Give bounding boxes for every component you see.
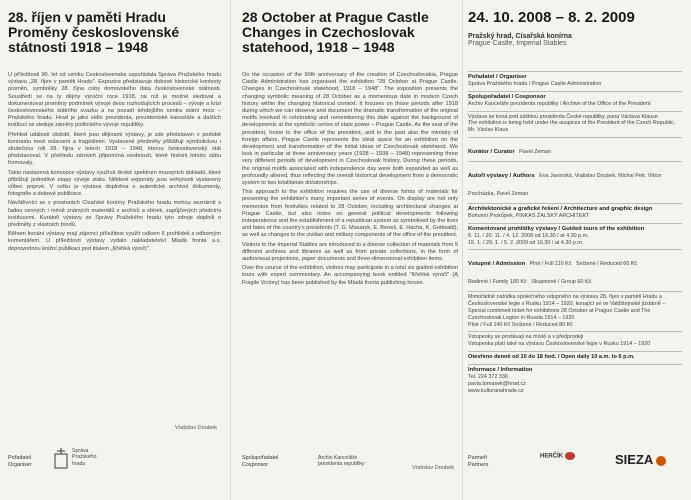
english-paragraph: Over the course of the exhibition, visitors may participate in a total six guided exhibition tours with expert commentary. An accompanying book entitled "Křehká výročí" (A Fragile Victory) has been published by the Mladá fronta publishing house. bbox=[242, 265, 458, 286]
organiser-footer-label: Pořadatel Organiser bbox=[8, 455, 32, 468]
hercik-mark-icon bbox=[565, 452, 575, 460]
organiser-heading: Pořadatel / Organiser bbox=[468, 74, 527, 80]
admission-family: Rodinné / Family 180 Kč bbox=[468, 279, 527, 286]
venue-cz: Pražský hrad, Císařská konírna bbox=[468, 33, 572, 40]
reservation-text: Vstupenky se prodávají na místě a v předprodeji bbox=[468, 334, 584, 341]
czech-body bbox=[8, 72, 221, 392]
combined-ticket-block bbox=[468, 291, 682, 328]
curator-heading: Kurátor / Curator bbox=[468, 148, 515, 155]
czech-column bbox=[8, 9, 221, 431]
ticket-note: Vstupenka platí také na výstavu Československé legie v Rusku 1914 – 1920 bbox=[468, 341, 651, 348]
info-phone: Tel. 224 372 336 bbox=[468, 373, 508, 380]
english-paragraph: Visitors to the Imperial Stables are introduced to a diverse collection of materials from 5 different archives and libraries as well as from private collections, in the form of audiovisual projections, paper documents and three-dimensional exhibition items. bbox=[242, 241, 458, 263]
information-block bbox=[468, 364, 682, 394]
information-heading: Informace / Information bbox=[468, 366, 533, 373]
czech-title: 28. říjen v paměti Hradu Proměny československé státnosti 1918 – 1948 bbox=[8, 9, 180, 55]
admission-group: Skupinové / Group 60 Kč bbox=[531, 279, 592, 286]
info-column bbox=[468, 9, 682, 394]
exhibition-dates: 24. 10. 2008 – 8. 2. 2009 bbox=[468, 9, 635, 26]
partners-footer-label: Partneři Partners bbox=[468, 455, 489, 468]
czech-paragraph: Návštěvníci se v prostorách Císařské konírny Pražského hradu mohou seznámit s řadou cenných i méně známých materiálů z archivů a sbírek, zapůjčených předními institucemi. Kurátoři výstavy ze Správy Pražského hradu tyto zdroje doplnili o předměty z vlastních fondů. bbox=[8, 200, 221, 229]
curator-block bbox=[468, 137, 682, 158]
hours-block bbox=[468, 351, 682, 361]
sieza-mark-icon bbox=[656, 456, 666, 466]
patronage-en: The exhibition is being held under the auspices of the President of the Czech Republic, Mr. Václav Klaus bbox=[468, 120, 676, 134]
admission-block bbox=[468, 249, 682, 288]
cosponsor-text: Archiv Kanceláře prezidenta republiky / Archive of the Office of the President bbox=[468, 100, 651, 107]
cosponsor-logo-text: Archiv Kanceláře prezidenta republiky bbox=[318, 455, 365, 468]
patronage-cz: Výstava se koná pod záštitou prezidenta České republiky, pana Václava Klause bbox=[468, 113, 658, 120]
authors-text: Eva Javorská, Vratislav Doubek, Michal Petr, Viktor Procházka, Pavel Zeman bbox=[468, 172, 662, 197]
sieza-logo bbox=[615, 452, 666, 467]
architecture-text: Bohumír Prokůpek, PINKAS ŽALSKÝ ARCHITEKT bbox=[468, 212, 590, 219]
tickets-block bbox=[468, 331, 682, 348]
czech-paragraph: U příležitosti 90. let od vzniku Československa uspořádala Správa Pražského hradu výstavu „28. říjen v paměti Hradu". Expozice představuje dobové historické kontexty proměn, symboliky 28. října coby domovského data československé státnosti. Soustředí se na ty dějiny výroční roce 1918, na níž je možné sledovat a dokumentovat proměny podmínek vývoje dvou rozhodujících procesů – vývoje a krizi československého státního svazku a na pozadí tehdejšího centra státní moci – Pražského hradu. Hrad je jako sídlo prezidenta, prezidentské kanceláře a dalších institucí se sleduje záměry politického vývoje republiky. bbox=[8, 72, 221, 129]
authors-block bbox=[468, 161, 682, 200]
tours-line: 6. 11. / 20. 11. / 4. 12. 2008 od 16.30 / at 4.30 p.m. bbox=[468, 232, 589, 239]
english-signature: Vratislav Doubek bbox=[411, 465, 454, 471]
curator-name: Pavel Zeman bbox=[519, 148, 551, 155]
architecture-heading: Architektonické a grafické řešení / Architecture and graphic design bbox=[468, 205, 653, 212]
prague-castle-logo bbox=[54, 448, 68, 475]
combined-ticket-text: Mimořádně nabídka společného vstupného na výstavu 28. říjen v paměti Hradu a Československé legie v Rusku 1914 – 1920, konající se ve Valdštejnské jízdárně – Special combined ticket for exhibitions 28 October at Prague Castle and The Czechoslovak Legion in Russia 1914 – 1920 bbox=[468, 294, 666, 321]
castle-emblem-icon bbox=[54, 448, 68, 470]
tours-block bbox=[468, 223, 682, 247]
fold-line bbox=[230, 0, 231, 500]
info-list bbox=[468, 68, 682, 428]
venue-en: Prague Castle, Imperial Stables bbox=[468, 40, 567, 47]
organiser-logo-text: Správa Pražského hradu bbox=[72, 448, 97, 467]
fold-line bbox=[462, 0, 463, 500]
admission-heading: Vstupné / Admission bbox=[468, 261, 526, 268]
info-website[interactable]: www.kulturanahrade.cz bbox=[468, 387, 524, 394]
english-body bbox=[242, 72, 458, 422]
czech-paragraph: Během konání výstavy mají zájemci příležitost využít celkem 6 prohlídek s odborným komentářem. U příležitosti výstavy vydalo nakladatelství Mladá fronta a.s. doprovodnou knižní publikaci pod titulem „Křehká výročí". bbox=[8, 231, 221, 252]
organiser-text: Správa Pražského hradu / Prague Castle Administration bbox=[468, 81, 602, 87]
opening-hours: Otevřeno denně od 10 do 18 hod. / Open daily 10 a.m. to 6 p.m. bbox=[468, 353, 635, 360]
info-email[interactable]: pavla.tomasek@hrad.cz bbox=[468, 380, 526, 387]
patronage-block bbox=[468, 111, 682, 134]
czech-signature: Vratislav Doubek bbox=[174, 425, 217, 431]
admission-reduced: Snížené / Reduced 60 Kč bbox=[575, 261, 638, 268]
partner-logo-text: HERČÍK bbox=[540, 453, 564, 460]
czech-paragraph: Takto nastavená koncepce výstavy využívá široké spektrum muzejních dokladů, které přibližují jednotlivé etapy vývoje státu. Některé exponáty jsou veřejnosti vystaveny vůbec poprvé. V celku je výstava doplněna o autentické archivní dokumenty, fotografie a dobové publikace. bbox=[8, 169, 221, 198]
tours-heading: Komentované prohlídky výstavy / Guided tours of the exhibition bbox=[468, 225, 645, 232]
english-title: 28 October at Prague Castle Changes in Czechoslovak statehood, 1918 – 1948 bbox=[242, 9, 429, 55]
authors-heading: Autoři výstavy / Authors bbox=[468, 172, 535, 179]
hercik-logo bbox=[540, 452, 575, 460]
partner-logo-text: SIEZA bbox=[615, 452, 653, 467]
architecture-block bbox=[468, 203, 682, 220]
english-paragraph: On the occasion of the 90th anniversary of the creation of Czechoslovakia, Prague Castle Administration has organised the exhibition "28 October at Prague Castle. Changes in Czechoslovak statehood, 1918 – 1948". The exposition presents the changing symbolic meaning of 28 October as a momentous date in modern Czech history within the changing historical context. It focuses on those periods after 1918 during which we can observe and document the dramatic transformation of the original motifs involved in celebrating and remembering this date against the background of developments at the symbolic centre of state power – Prague Castle. As the seat of the president, home to the office of the president, and in the past also the ministry of foreign affairs, Prague Castle represents the ideal space for an exhibition on the development and transformation of the initial ideas of Czechoslovak statehood. We look in particular at three anniversary years (1928 – 1938 – 1948) representing three very different periods of development in Czechoslovak history. During these periods, the original motifs associated with independence day were both expanded as well as profoundly altered, thus reflecting the overall historical development from a democratic system to two totalitarian dictatorships. bbox=[242, 72, 458, 187]
czech-paragraph: Přehled událostí období, které jsou dějinami výstavy, je zde představen v podobě kontrastu mezi oslavami a tragédiemi. Vystavené předměty přibližují symbolickou i skutečnou roli 28. října v letech 1918 – 1948, kterou československý stát představoval. V přehledu zároveň připomíná osobnosti, které historii tohoto státu formovaly. bbox=[8, 131, 221, 167]
cosponsor-block bbox=[468, 91, 682, 108]
cosponsor-footer-label: Spolupořadatel Cosponsor bbox=[242, 455, 279, 468]
english-paragraph: This approach to the exhibition requires the use of diverse forms of materials for presenting the exhibition's many important series of events. On display are not only mementos from festivities related to 28 October, including architectural changes at Prague Castle, but also notes on general political developments following independence and the establishment of a republican system as symbolised by the lives and fates of the country's presidents (T. G. Masaryk, E. Beneš, E. Hácha, K. Gottwald), as well as changes to the civilian and military components of the office of the president. bbox=[242, 189, 458, 239]
tours-line: 15. 1. / 29. 1. / 5. 2. 2009 od 16.30 / at 4.30 p.m. bbox=[468, 239, 584, 246]
admission-full: Plné / Full 110 Kč bbox=[529, 261, 572, 268]
combined-ticket-prices: Plné / Full 140 Kč Snížené / Reduced 80 Kč bbox=[468, 321, 573, 328]
organiser-block bbox=[468, 71, 682, 88]
cosponsor-heading: Spolupořadatel / Cosponsor bbox=[468, 93, 546, 100]
